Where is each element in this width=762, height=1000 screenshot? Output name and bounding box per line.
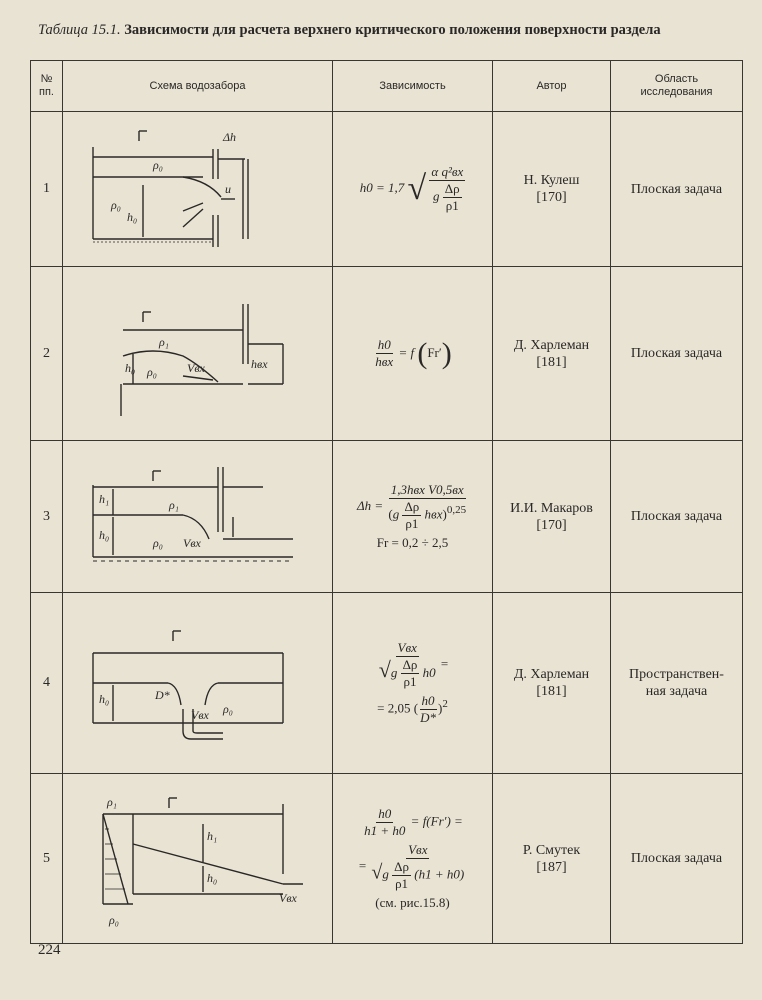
svg-text:u: u <box>224 182 231 196</box>
formula-5: $\frac{h0}{h1 + h0}$ = f(Fr′) = = Vвх √g $\frac{\Delta\rho}{\rho 1}$ (h1 + h0) (см. рис.15.8) <box>358 806 465 910</box>
scheme-diagram <box>63 267 333 441</box>
header-scheme: Схема водозабора <box>63 61 333 112</box>
caption-label: Таблица 15.1. <box>38 22 121 38</box>
author-cell: Н. Кулеш [170] <box>493 112 611 267</box>
intake-scheme-5 <box>83 784 313 934</box>
formula-2: $\frac{h0}{\text{hвх}}$ = f (Fr′) <box>375 336 452 370</box>
caption-text: Зависимости для расчета верхнего критического положения поверхности раздела <box>124 22 661 38</box>
author-cell: Д. Харлеман [181] <box>493 593 611 774</box>
row-number: 5 <box>31 774 63 944</box>
table-caption <box>38 22 738 39</box>
area-cell: Пространствен- ная задача <box>611 593 743 774</box>
svg-text:ρ₁: ρ₁ <box>168 497 179 512</box>
dependency-table <box>30 60 743 944</box>
svg-text:ρ₀: ρ₀ <box>222 702 233 716</box>
table-row <box>31 593 743 774</box>
intake-scheme-2 <box>83 284 313 424</box>
author-cell: И.И. Макаров [170] <box>493 441 611 593</box>
dependency-formula <box>333 593 493 774</box>
svg-text:h₀: h₀ <box>124 360 135 375</box>
svg-text:ρ₁: ρ₁ <box>106 794 117 809</box>
scheme-diagram <box>63 774 333 944</box>
svg-text:Vвх: Vвх <box>278 890 297 905</box>
table-row <box>31 112 743 267</box>
intake-scheme-3 <box>83 457 313 577</box>
svg-text:hвх: hвх <box>250 356 268 371</box>
author-cell: Р. Смутек [187] <box>493 774 611 944</box>
svg-text:D*: D* <box>154 688 170 702</box>
intake-scheme-4 <box>83 613 313 753</box>
row-number: 3 <box>31 441 63 593</box>
svg-text:h₁: h₁ <box>206 828 217 843</box>
header-author: Автор <box>493 61 611 112</box>
header-dependency: Зависимость <box>333 61 493 112</box>
svg-text:ρ₁: ρ₁ <box>158 334 169 349</box>
svg-text:ρ₀: ρ₀ <box>146 364 157 379</box>
svg-text:Vвх: Vвх <box>186 360 205 375</box>
formula-1: h0 = 1,7 √ α q²вх g $\frac{\Delta\rho}{\rho 1}$ <box>359 164 464 213</box>
dependency-formula <box>333 112 493 267</box>
area-cell: Плоская задача <box>611 441 743 593</box>
area-cell: Плоская задача <box>611 112 743 267</box>
scheme-diagram <box>63 593 333 774</box>
svg-text:ρ₀: ρ₀ <box>108 912 119 927</box>
scheme-diagram <box>63 112 333 267</box>
svg-text:h₁: h₁ <box>98 491 109 506</box>
scheme-diagram <box>63 441 333 593</box>
svg-text:h₀: h₀ <box>98 692 109 706</box>
row-number: 2 <box>31 267 63 441</box>
dependency-formula <box>333 774 493 944</box>
dependency-formula <box>333 267 493 441</box>
svg-text:h₀: h₀ <box>206 870 217 885</box>
svg-text:ρ₀: ρ₀ <box>152 535 163 550</box>
table-header-row <box>31 61 743 112</box>
header-area: Область исследования <box>611 61 743 112</box>
svg-text:Δh: Δh <box>222 130 236 144</box>
table-row <box>31 774 743 944</box>
svg-text:h₀: h₀ <box>98 527 109 542</box>
page-number: 224 <box>38 942 61 958</box>
svg-text:ρ₀: ρ₀ <box>110 198 121 212</box>
svg-text:Vвх: Vвх <box>190 708 209 722</box>
svg-text:Vвх: Vвх <box>182 535 201 550</box>
area-cell: Плоская задача <box>611 267 743 441</box>
intake-scheme-1 <box>83 119 313 259</box>
formula-3: Δh = 1,3hвх V0,5вх (g $\frac{\Delta\rho}{\rho 1}$ hвх)$^{0,25}$ Fr = 0,2 ÷ 2,5 <box>356 482 467 550</box>
row-number: 1 <box>31 112 63 267</box>
table-row <box>31 441 743 593</box>
dependency-formula <box>333 441 493 593</box>
formula-4: Vвх √g $\frac{\Delta\rho}{\rho 1}$ h0 = = 2,05 ( $\frac{h0}{D*}$ )$^2$ <box>377 639 449 726</box>
area-cell: Плоская задача <box>611 774 743 944</box>
author-cell: Д. Харлеман [181] <box>493 267 611 441</box>
svg-text:h₀: h₀ <box>126 210 137 224</box>
svg-text:ρ₀: ρ₀ <box>152 158 163 172</box>
header-num: № пп. <box>31 61 63 112</box>
table-row <box>31 267 743 441</box>
row-number: 4 <box>31 593 63 774</box>
